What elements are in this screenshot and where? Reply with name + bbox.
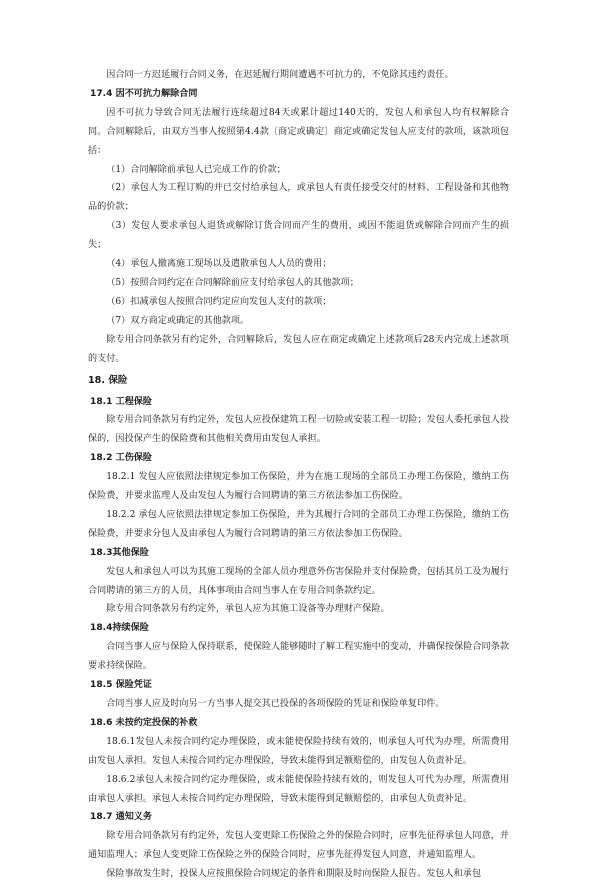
paragraph: 除专用合同条款另有约定外，发包人应投保建筑工程一切险或安装工程一切险；发包人委托承包人投保的，因投保产生的保险费和其他相关费用由发包人承担。 bbox=[88, 415, 509, 445]
paragraph: 发包人和承包人可以为其施工现场的全部人员办理意外伤害保险并支付保险费，包括其员工及为履行合同聘请的第三方的人员，具体事项由合同当事人在专用合同条款约定。 bbox=[88, 566, 509, 596]
clause-heading: 18.5 保险凭证 bbox=[90, 680, 152, 691]
paragraph: 18.2.2 承包人应依照法律规定参加工伤保险，并为其履行合同的全部员工办理工伤保险，缴纳工伤保险费，并要求分包人及由承包人为履行合同聘请的第三方依法参加工伤保险。 bbox=[88, 509, 509, 539]
paragraph: （5）按照合同约定在合同解除前应支付给承包人的其他款项； bbox=[106, 277, 359, 288]
paragraph: （4）承包人撤离施工现场以及遣散承包人人员的费用； bbox=[106, 259, 332, 270]
paragraph: （2）承包人为工程订购的并已交付给承包人，或承包人有责任接受交付的材料、工程设备和其他物品的价款； bbox=[88, 183, 509, 213]
clause-heading: 18.4持续保险 bbox=[90, 623, 149, 634]
paragraph: 18.2.1 发包人应依照法律规定参加工伤保险，并为在施工现场的全部员工办理工伤保险，缴纳工伤保险费，并要求监理人及由发包人为履行合同聘请的第三方依法参加工伤保险。 bbox=[88, 472, 509, 502]
clause-heading: 18.3其他保险 bbox=[90, 547, 149, 558]
paragraph: （7）双方商定或确定的其他款项。 bbox=[106, 315, 250, 326]
clause-heading: 18.2 工伤保险 bbox=[90, 453, 152, 464]
paragraph: 除专用合同条款另有约定外，发包人变更除工伤保险之外的保险合同时，应事先征得承包人同意，并通知监理人；承包人变更除工伤保险之外的保险合同时，应事先征得发包人同意，并通知监理人。 bbox=[88, 831, 509, 861]
paragraph: 合同当事人应与保险人保持联系，使保险人能够随时了解工程实施中的变动，并确保按保险合同条款要求持续保险。 bbox=[88, 642, 509, 672]
paragraph: 保险事故发生时，投保人应按照保险合同规定的条件和期限及时向保险人报告。发包人和承包 bbox=[106, 869, 482, 880]
clause-heading: 17.4 因不可抗力解除合同 bbox=[90, 88, 198, 99]
paragraph: 18.6.1发包人未按合同约定办理保险，或未能使保险持续有效的，则承包人可代为办理，所需费用由发包人承担。发包人未按合同约定办理保险，导致未能得到足额赔偿的，由发包人负责补足。 bbox=[88, 736, 509, 766]
clause-heading: 18.6 未按约定投保的补救 bbox=[90, 717, 198, 728]
paragraph: （1）合同解除前承包人已完成工作的价款； bbox=[106, 164, 286, 175]
paragraph: （6）扣减承包人按照合同约定应向发包人支付的款项； bbox=[106, 296, 332, 307]
paragraph: 因不可抗力导致合同无法履行连续超过84天或累计超过140天的，发包人和承包人均有权解除合同。合同解除后，由双方当事人按照第4.4款〔商定或确定〕商定或确定发包人应支付的款项，该款项包括： bbox=[88, 107, 509, 156]
paragraph: 除专用合同条款另有约定外，合同解除后，发包人应在商定或确定上述款项后28天内完成上述款项的支付。 bbox=[88, 334, 509, 364]
paragraph: （3）发包人要求承包人退货或解除订货合同而产生的费用，或因不能退货或解除合同而产生的损失； bbox=[88, 221, 509, 251]
clause-heading: 18.1 工程保险 bbox=[90, 396, 152, 407]
section-heading: 18. 保险 bbox=[88, 374, 128, 386]
paragraph: 18.6.2承包人未按合同约定办理保险，或未能使保险持续有效的，则发包人可代为办理，所需费用由承包人承担。承包人未按合同约定办理保险，导致未能得到足额赔偿的，由承包人负责补足。 bbox=[88, 774, 509, 804]
paragraph: 因合同一方迟延履行合同义务，在迟延履行期间遭遇不可抗力的，不免除其违约责任。 bbox=[106, 70, 454, 80]
paragraph: 除专用合同条款另有约定外，承包人应为其施工设备等办理财产保险。 bbox=[106, 604, 390, 615]
clause-heading: 18.7 通知义务 bbox=[90, 812, 152, 823]
paragraph: 合同当事人应及时向另一方当事人提交其已投保的各项保险的凭证和保险单复印件。 bbox=[106, 699, 445, 709]
